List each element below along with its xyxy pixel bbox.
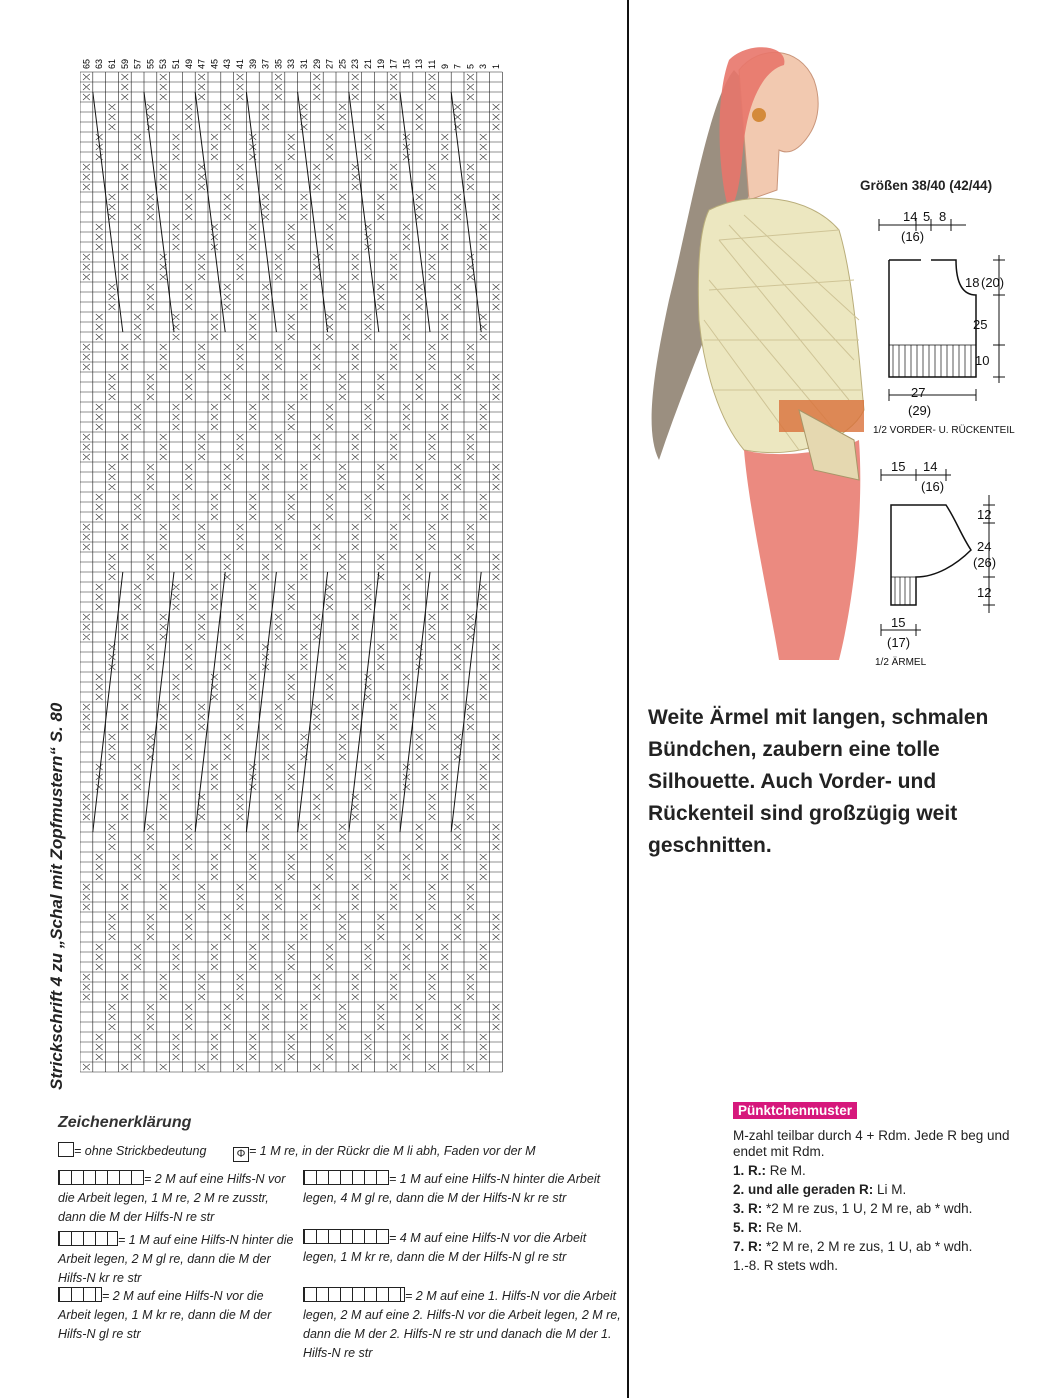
- legend-item-c1: = 2 M auf eine Hilfs-N vor die Arbeit legen, 1 M re, 2 M re zusstr, dann die M der Hilfs-N re str: [58, 1172, 286, 1224]
- row-number: 57: [132, 58, 143, 69]
- body-bottom-alt: (29): [908, 403, 932, 418]
- cable-1-4-icon: [303, 1170, 389, 1185]
- body-right-2: 25: [973, 317, 988, 332]
- pattern-row: 5. R: Re M.: [733, 1220, 803, 1235]
- row-number: 39: [247, 58, 258, 69]
- body-schematic: [861, 205, 1031, 445]
- sleeve-bottom: 15: [891, 615, 906, 630]
- pattern-title: Pünktchenmuster: [733, 1102, 857, 1119]
- row-number: 23: [350, 58, 361, 69]
- row-number: 45: [209, 58, 220, 69]
- row-number: 59: [119, 58, 130, 69]
- row-number: 13: [414, 58, 425, 69]
- sleeve-right-2-alt: (26): [973, 555, 997, 570]
- sleeve-bottom-alt: (17): [887, 635, 911, 650]
- legend-item-c5: = 2 M auf eine Hilfs-N vor die Arbeit legen, 1 M kr re, dann die M der Hilfs-N gl re str: [58, 1289, 272, 1341]
- row-number: 55: [145, 58, 156, 69]
- body-right-1-alt: (20): [981, 275, 1005, 290]
- sleeve-caption: 1/2 ÄRMEL: [875, 657, 927, 668]
- row-number: 51: [171, 58, 181, 69]
- body-top-2: 5: [923, 209, 931, 224]
- pattern-intro: M-zahl teilbar durch 4 + Rdm. Jede R beg und endet mit Rdm.: [733, 1128, 1010, 1159]
- sleeve-schematic: [861, 455, 1031, 675]
- knitting-chart: [80, 54, 504, 1088]
- body-bottom: 27: [911, 385, 926, 400]
- pattern-instructions: [733, 1128, 1013, 1277]
- row-number: 7: [452, 63, 463, 69]
- row-number: 29: [311, 58, 322, 69]
- sleeve-top-1: 15: [891, 459, 906, 474]
- sleeve-top-2: 14: [923, 459, 938, 474]
- row-number: 27: [324, 58, 335, 69]
- row-number: 33: [286, 58, 297, 69]
- pattern-row: 7. R: *2 M re, 2 M re zus, 1 U, ab * wdh.: [733, 1239, 973, 1254]
- description: Weite Ärmel mit langen, schmalen Bündchen, zaubern eine tolle Silhouette. Auch Vorder- und Rückenteil sind großzügig weit geschnitten.: [648, 706, 989, 857]
- row-number: 37: [260, 58, 271, 69]
- body-top-1: 14: [903, 209, 918, 224]
- legend-item-c2: = 1 M auf eine Hilfs-N hinter die Arbeit legen, 4 M gl re, dann die M der Hilfs-N kr re str: [303, 1172, 601, 1205]
- row-number: 47: [196, 58, 207, 69]
- cable-2-2-2-icon: [303, 1287, 405, 1302]
- row-number: 43: [222, 58, 233, 69]
- cable-4-1-icon: [303, 1229, 389, 1244]
- row-number: 11: [427, 59, 437, 69]
- row-number: 5: [465, 63, 476, 69]
- body-top-3: 8: [939, 209, 947, 224]
- sizes-title: Größen 38/40 (42/44): [860, 178, 993, 193]
- row-number: 25: [337, 58, 348, 69]
- row-number: 9: [439, 63, 450, 69]
- body-right-1: 18: [965, 275, 980, 290]
- empty-box-icon: [58, 1142, 74, 1157]
- legend-item-circle: Φ = 1 M re, in der Rückr die M li abh, Faden vor der M: [233, 1142, 593, 1162]
- legend-item-c3: = 1 M auf eine Hilfs-N hinter die Arbeit legen, 2 M gl re, dann die M der Hilfs-N kr re str: [58, 1233, 294, 1285]
- chart-grid: [80, 72, 502, 1072]
- chart-title: Strickschrift 4 zu „Schal mit Zopfmustern“ S. 80: [47, 702, 66, 1090]
- row-number: 63: [94, 58, 105, 69]
- row-number: 65: [81, 58, 92, 69]
- body-caption: 1/2 VORDER- U. RÜCKENTEIL: [873, 425, 1015, 436]
- legend-item-c4: = 4 M auf eine Hilfs-N vor die Arbeit legen, 1 M kr re, dann die M der Hilfs-N gl re str: [303, 1231, 587, 1264]
- body-top-alt: (16): [901, 229, 925, 244]
- legend-title: Zeichenerklärung: [58, 1114, 192, 1131]
- sleeve-top-alt: (16): [921, 479, 945, 494]
- row-number: 41: [235, 58, 245, 69]
- cable-2-1-twist-icon: [58, 1287, 102, 1302]
- fashion-illustration: [649, 40, 879, 680]
- pattern-row: 3. R: *2 M re zus, 1 U, 2 M re, ab * wdh.: [733, 1201, 973, 1216]
- row-number: 49: [183, 58, 194, 69]
- pattern-footer: 1.-8. R stets wdh.: [733, 1258, 839, 1273]
- row-number: 31: [299, 58, 309, 69]
- body-right-3: 10: [975, 353, 990, 368]
- sleeve-right-2: 24: [977, 539, 992, 554]
- row-number: 1: [491, 63, 501, 69]
- sleeve-right-1: 12: [977, 507, 992, 522]
- cable-2-1-icon: [58, 1170, 144, 1185]
- pattern-row: 2. und alle geraden R: Li M.: [733, 1182, 907, 1197]
- right-panel: [629, 0, 1050, 1398]
- row-number: 17: [388, 58, 399, 69]
- cable-1-2-icon: [58, 1231, 118, 1246]
- row-number: 21: [363, 58, 373, 69]
- row-number: 53: [158, 58, 169, 69]
- row-number: 35: [273, 58, 284, 69]
- row-number: 3: [478, 63, 489, 69]
- row-number: 61: [107, 58, 117, 69]
- row-number: 19: [375, 58, 386, 69]
- sleeve-right-3: 12: [977, 585, 992, 600]
- circle-stitch-icon: Φ: [233, 1147, 249, 1162]
- legend-item-empty: = ohne Strickbedeutung: [58, 1142, 206, 1161]
- row-number: 15: [401, 58, 412, 69]
- pattern-row: 1. R.: Re M.: [733, 1163, 806, 1178]
- legend-item-c6: = 2 M auf eine 1. Hilfs-N vor die Arbeit legen, 2 M auf eine 2. Hilfs-N vor die Arbeit legen, 2 M re, dann die M der 2. Hilfs-N re str und danach die M der 1. Hilfs-N re str: [303, 1289, 621, 1360]
